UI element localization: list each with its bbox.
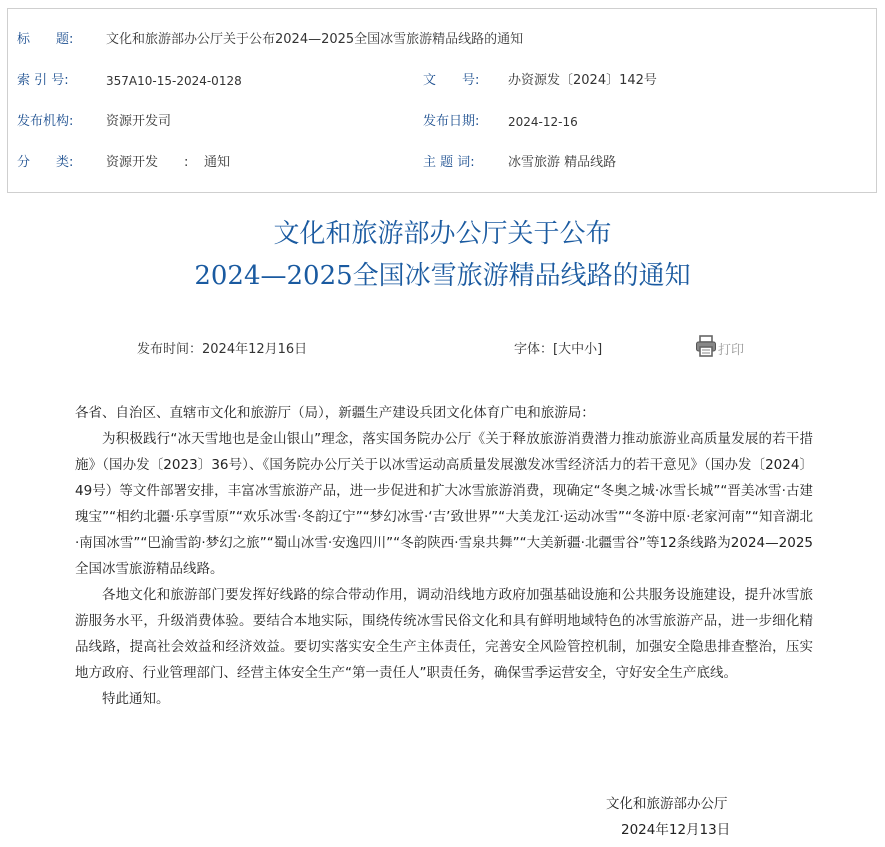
subject-value: 冰雪旅游 精品线路 (508, 155, 617, 170)
signature-date: 2024年12月13日 (621, 822, 731, 838)
meta-row-index (8, 70, 876, 92)
page-title-line-2: 2024—2025全国冰雪旅游精品线路的通知 (194, 261, 691, 291)
org-label: 发布机构: (17, 114, 74, 129)
meta-row-org (8, 111, 876, 133)
docno-value: 办资源发〔2024〕142号 (508, 73, 657, 88)
date-label: 发布日期: (423, 114, 480, 129)
metadata-table (7, 8, 877, 193)
subject-label: 主 题 词: (423, 155, 475, 170)
publish-time: 发布时间：2024年12月16日 (137, 342, 308, 357)
signature-org: 文化和旅游部办公厅 (606, 796, 728, 812)
docno-label: 文 号: (423, 73, 480, 88)
category-label: 分 类: (17, 155, 74, 170)
meta-row-category (8, 152, 876, 174)
print-link[interactable]: 打印 (718, 343, 745, 358)
paragraph-2: 各地文化和旅游部门要发挥好线路的综合带动作用，调动沿线地方政府加强基础设施和公共服务设施建设，提升冰雪旅游服务水平，升级消费体验。要结合本地实际，围绕传统冰雪民俗文化和具有鲜明地域特色的冰雪旅游产品，进一步细化精品线路，提高社会效益和经济效益。要切实落实安全生产主体责任，完善安全风险管控机制，加强安全隐患排查整治，压实地方政府、行业管理部门、经营主体安全生产“第一责任人”职责任务，确保雪季运营安全，守好安全生产底线。 (75, 587, 813, 681)
font-size-options[interactable]: [大中小] (553, 342, 603, 357)
title-value: 文化和旅游部办公厅关于公布2024—2025全国冰雪旅游精品线路的通知 (106, 32, 524, 47)
meta-row-title (8, 29, 876, 51)
document-body (75, 400, 813, 712)
category-separator: : (184, 155, 189, 170)
date-value: 2024-12-16 (508, 115, 578, 129)
salutation: 各省、自治区、直辖市文化和旅游厅（局），新疆生产建设兵团文化体育广电和旅游局： (75, 405, 595, 421)
page-title-line-1: 文化和旅游部办公厅关于公布 (273, 219, 612, 249)
font-size-control[interactable] (514, 338, 602, 357)
index-label: 索 引 号: (17, 73, 69, 88)
printer-icon[interactable] (695, 334, 717, 358)
font-size-label: 字体： (514, 342, 554, 357)
paragraph-1: 为积极践行“冰天雪地也是金山银山”理念，落实国务院办公厅《关于释放旅游消费潜力推动旅游业高质量发展的若干措施》（国办发〔2023〕36号）、《国务院办公厅关于以冰雪运动高质量发展激发冰雪经济活力的若干意见》（国办发〔2024〕49号）等文件部署安排，丰富冰雪旅游产品，进一步促进和扩大冰雪旅游消费，现确定“冬奥之城·冰雪长城”“晋美冰雪·古建瑰宝”“相约北疆·乐享雪原”“欢乐冰雪·冬韵辽宁”“梦幻冰雪·‘吉’致世界”“大美龙江·运动冰雪”“冬游中原·老家河南”“知音湖北·南国冰雪”“巴渝雪韵·梦幻之旅”“蜀山冰雪·安逸四川”“冬韵陕西·雪泉共舞”“大美新疆·北疆雪谷”等12条线路为2024—2025全国冰雪旅游精品线路。 (75, 431, 813, 577)
category-value: 资源开发 (106, 155, 159, 170)
title-label: 标 题: (17, 32, 74, 47)
index-value: 357A10-15-2024-0128 (106, 74, 242, 88)
closing: 特此通知。 (102, 691, 170, 707)
org-value: 资源开发司 (106, 114, 172, 129)
category-subvalue: 通知 (204, 155, 231, 170)
